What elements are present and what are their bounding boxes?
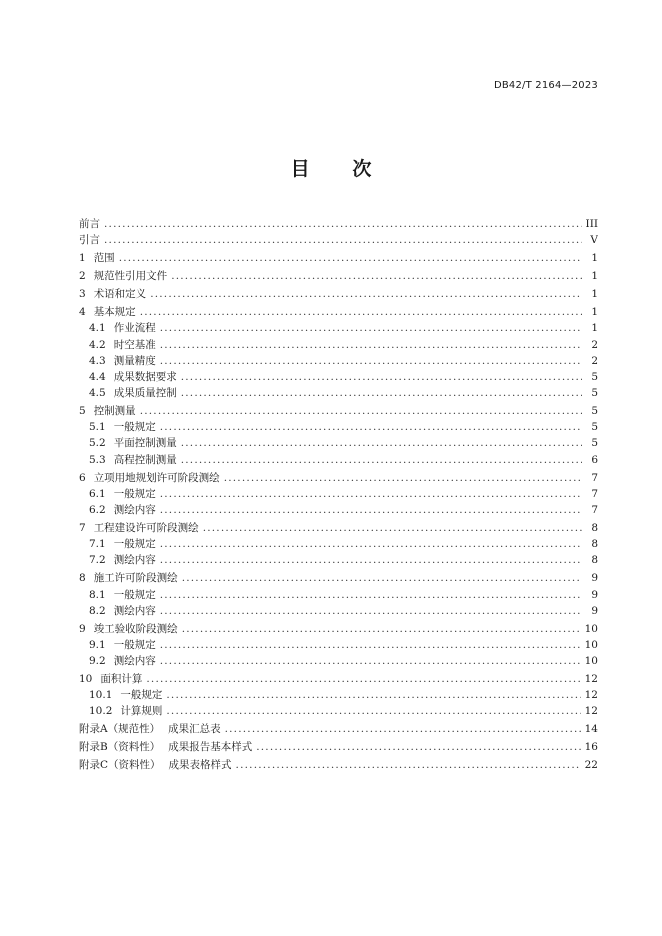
toc-leader-dots (181, 452, 582, 468)
toc-entry-title: 竣工验收阶段测绘 (93, 622, 178, 635)
toc-entry-label (79, 452, 177, 468)
toc-entry-title: 高程控制测量 (113, 453, 177, 466)
toc-entry-label (79, 757, 232, 773)
toc-entry[interactable] (79, 435, 598, 451)
toc-leader-dots (140, 403, 582, 419)
toc-entry-title: 平面控制测量 (113, 437, 177, 450)
toc-entry[interactable] (79, 703, 598, 719)
toc-entry-label (79, 486, 156, 502)
toc-entry-title: 测绘内容 (113, 554, 156, 567)
toc-entry-label (79, 337, 156, 353)
toc-entry-title: 施工许可阶段测绘 (93, 572, 178, 585)
toc-entry-title: 前言 (79, 218, 100, 230)
toc-entry[interactable] (79, 603, 598, 619)
toc-entry-page: 7 (591, 487, 598, 500)
toc-entry-label (79, 435, 177, 451)
toc-entry[interactable] (79, 353, 598, 369)
toc-entry-number: 5 (79, 405, 86, 418)
toc-entry[interactable] (79, 757, 598, 773)
toc-entry-title: 测绘内容 (113, 655, 156, 668)
toc-leader-dots (171, 268, 582, 284)
toc-entry-page: 5 (591, 370, 598, 383)
toc-entry-number: 3 (79, 288, 86, 301)
toc-entry-page: 9 (591, 572, 598, 585)
toc-entry-label (79, 570, 178, 586)
toc-entry[interactable] (79, 419, 598, 435)
toc-entry-page: 12 (584, 689, 598, 702)
toc-entry-label (79, 353, 156, 369)
toc-entry-label (79, 403, 136, 419)
toc-entry-title: 时空基准 (113, 338, 156, 351)
toc-entry[interactable] (79, 552, 598, 568)
toc-entry[interactable] (79, 470, 598, 486)
toc-entry-number: 5.1 (89, 421, 106, 434)
toc-entry[interactable] (79, 671, 598, 687)
toc-entry-title: 一般规定 (113, 538, 156, 551)
toc-entry-page: 12 (584, 705, 598, 718)
toc-leader-dots (182, 621, 581, 637)
toc-entry-title: 立项用地规划许可阶段测绘 (93, 471, 220, 484)
toc-leader-dots (160, 637, 581, 653)
toc-leader-dots (160, 337, 582, 353)
toc-entry[interactable] (79, 486, 598, 502)
toc-entry-page: V (590, 234, 598, 247)
toc-leader-dots (224, 470, 582, 486)
toc-leader-dots (150, 286, 582, 302)
toc-entry-page: 14 (584, 723, 598, 736)
toc-entry[interactable] (79, 536, 598, 552)
toc-entry[interactable] (79, 268, 598, 284)
toc-entry-label (79, 587, 156, 603)
toc-entry-label (79, 286, 146, 302)
toc-entry-page: 7 (591, 471, 598, 484)
toc-entry[interactable] (79, 403, 598, 419)
toc-entry-label (79, 470, 220, 486)
toc-entry-title: 成果报告基本样式 (168, 741, 253, 754)
toc-entry-title: 一般规定 (113, 588, 156, 601)
toc-leader-dots (203, 520, 582, 536)
toc-leader-dots (104, 232, 582, 248)
toc-entry-title: 测绘内容 (113, 503, 156, 516)
toc-entry[interactable] (79, 385, 598, 401)
toc-entry-title: 测量精度 (113, 354, 156, 367)
toc-entry[interactable] (79, 216, 598, 232)
toc-entry-number: 6 (79, 471, 86, 484)
toc-leader-dots (140, 304, 582, 320)
toc-entry-title: 成果质量控制 (113, 387, 177, 400)
toc-entry-page: 5 (591, 387, 598, 400)
toc-entry-label (79, 502, 156, 518)
toc-entry-title: 计算规则 (120, 705, 163, 718)
toc-entry[interactable] (79, 520, 598, 536)
toc-entry[interactable] (79, 337, 598, 353)
toc-leader-dots (236, 757, 581, 773)
toc-entry-number: 4.4 (89, 370, 106, 383)
toc-leader-dots (160, 536, 582, 552)
toc-entry-title: 面积计算 (100, 673, 143, 686)
toc-entry-number: 附录B（资料性） (79, 741, 161, 754)
toc-entry-page: 10 (584, 655, 598, 668)
toc-leader-dots (160, 603, 582, 619)
toc-heading (0, 154, 662, 181)
toc-entry-page: 8 (591, 521, 598, 534)
toc-entry-page: 2 (591, 354, 598, 367)
toc-entry-page: 5 (591, 437, 598, 450)
toc-leader-dots (256, 739, 580, 755)
toc-leader-dots (181, 369, 582, 385)
toc-entry-number: 10 (79, 673, 93, 686)
toc-entry-label (79, 369, 177, 385)
toc-entry[interactable] (79, 304, 598, 320)
toc-entry-label (79, 268, 167, 284)
toc-entry-label (79, 520, 199, 536)
toc-leader-dots (225, 721, 581, 737)
toc-entry-number: 9.1 (89, 638, 106, 651)
toc-leader-dots (119, 250, 582, 266)
toc-entry-label (79, 603, 156, 619)
toc-entry[interactable] (79, 739, 598, 755)
toc-entry[interactable] (79, 452, 598, 468)
toc-leader-dots (160, 320, 582, 336)
toc-entry-page: 8 (591, 538, 598, 551)
toc-entry-page: 9 (591, 588, 598, 601)
toc-entry-page: 10 (584, 638, 598, 651)
toc-leader-dots (166, 687, 580, 703)
toc-entry-number: 4.3 (89, 354, 106, 367)
toc-leader-dots (160, 552, 582, 568)
toc-entry-title: 工程建设许可阶段测绘 (93, 521, 199, 534)
toc-entry-page: 5 (591, 405, 598, 418)
toc-entry-title: 术语和定义 (93, 288, 147, 301)
toc-entry-page: 1 (591, 306, 598, 319)
toc-entry-number: 8 (79, 572, 86, 585)
toc-entry-number: 7 (79, 521, 86, 534)
toc-entry-number: 4.5 (89, 387, 106, 400)
toc-entry-title: 基本规定 (93, 306, 136, 319)
toc-entry-title: 测绘内容 (113, 604, 156, 617)
toc-entry[interactable] (79, 637, 598, 653)
toc-entry-label (79, 703, 162, 719)
toc-entry-page: 1 (591, 288, 598, 301)
toc-entry-page: 6 (591, 453, 598, 466)
toc-leader-dots (160, 486, 582, 502)
toc-leader-dots (160, 587, 582, 603)
toc-entry[interactable] (79, 687, 598, 703)
toc-entry-label (79, 385, 177, 401)
toc-entry[interactable] (79, 621, 598, 637)
toc-entry-title: 成果数据要求 (113, 370, 177, 383)
toc-leader-dots (182, 570, 582, 586)
toc-entry-number: 2 (79, 270, 86, 283)
toc-entry-number: 4 (79, 306, 86, 319)
toc-entry[interactable] (79, 320, 598, 336)
toc-entry-page: 8 (591, 554, 598, 567)
toc-entry[interactable] (79, 232, 598, 248)
toc-entry-label (79, 232, 100, 248)
toc-entry[interactable] (79, 570, 598, 586)
toc-entry-title: 规范性引用文件 (93, 270, 168, 283)
toc-entry-number: 4.2 (89, 338, 106, 351)
toc-entry[interactable] (79, 653, 598, 669)
toc-entry-number: 7.1 (89, 538, 106, 551)
toc-entry-label (79, 653, 156, 669)
toc-entry-number: 附录A（规范性） (79, 723, 161, 736)
toc-entry-page: 1 (591, 322, 598, 335)
toc-entry-page: 10 (584, 622, 598, 635)
toc-entry-page: 1 (591, 270, 598, 283)
toc-entry-page: 1 (591, 252, 598, 265)
toc-leader-dots (166, 703, 580, 719)
toc-entry-number: 1 (79, 252, 86, 265)
toc-entry-number: 10.1 (89, 689, 113, 702)
toc-entry-number: 9 (79, 622, 86, 635)
toc-entry-number: 7.2 (89, 554, 106, 567)
toc-entry[interactable] (79, 587, 598, 603)
toc-entry-label (79, 250, 115, 266)
toc-entry-label (79, 671, 142, 687)
toc-entry-number: 6.1 (89, 487, 106, 500)
toc-entry-number: 5.3 (89, 453, 106, 466)
toc-entry-label (79, 687, 162, 703)
toc-entry-label (79, 216, 100, 232)
toc-entry-title: 成果汇总表 (168, 723, 221, 736)
toc-entry-label (79, 721, 221, 737)
toc-entry-page: 5 (591, 421, 598, 434)
toc-entry-page: III (585, 218, 598, 230)
toc-entry-label (79, 419, 156, 435)
toc-leader-dots (160, 419, 582, 435)
toc-entry-label (79, 621, 178, 637)
toc-entry-title: 成果表格样式 (168, 759, 232, 772)
toc-entry-title: 控制测量 (93, 405, 136, 418)
toc-heading-char-1: 目 (290, 158, 310, 180)
toc-entry-title: 作业流程 (113, 322, 156, 335)
toc-entry-number: 9.2 (89, 655, 106, 668)
toc-entry-page: 7 (591, 503, 598, 516)
toc-entry-label (79, 637, 156, 653)
toc-entry-title: 引言 (79, 234, 100, 247)
toc-entry-title: 一般规定 (113, 638, 156, 651)
toc-entry-number: 10.2 (89, 705, 113, 718)
toc-entry-number: 5.2 (89, 437, 106, 450)
toc-leader-dots (181, 385, 582, 401)
toc-entry[interactable] (79, 250, 598, 266)
toc-leader-dots (160, 502, 582, 518)
toc-leader-dots (146, 671, 580, 687)
toc-entry[interactable] (79, 502, 598, 518)
toc-entry-number: 8.2 (89, 604, 106, 617)
toc-entry-number: 附录C（资料性） (79, 759, 161, 772)
toc-heading-char-2: 次 (352, 158, 372, 180)
toc-leader-dots (181, 435, 582, 451)
toc-leader-dots (104, 216, 582, 232)
table-of-contents (79, 216, 598, 774)
toc-entry-page: 12 (584, 673, 598, 686)
toc-entry-label (79, 304, 136, 320)
toc-entry-title: 一般规定 (113, 487, 156, 500)
toc-entry-label (79, 552, 156, 568)
toc-entry-number: 6.2 (89, 503, 106, 516)
toc-entry-page: 9 (591, 604, 598, 617)
toc-entry-page: 2 (591, 338, 598, 351)
document-code: DB42/T 2164—2023 (493, 80, 598, 91)
toc-entry-label (79, 739, 252, 755)
toc-entry-page: 16 (584, 741, 598, 754)
toc-entry-title: 一般规定 (113, 421, 156, 434)
toc-leader-dots (160, 353, 582, 369)
toc-entry-title: 范围 (93, 252, 115, 265)
toc-entry-label (79, 320, 156, 336)
toc-entry-label (79, 536, 156, 552)
toc-entry[interactable] (79, 369, 598, 385)
toc-entry[interactable] (79, 721, 598, 737)
toc-entry-number: 8.1 (89, 588, 106, 601)
toc-entry-title: 一般规定 (120, 689, 163, 702)
toc-entry-number: 4.1 (89, 322, 106, 335)
toc-entry[interactable] (79, 286, 598, 302)
toc-entry-page: 22 (584, 759, 598, 772)
toc-leader-dots (160, 653, 581, 669)
